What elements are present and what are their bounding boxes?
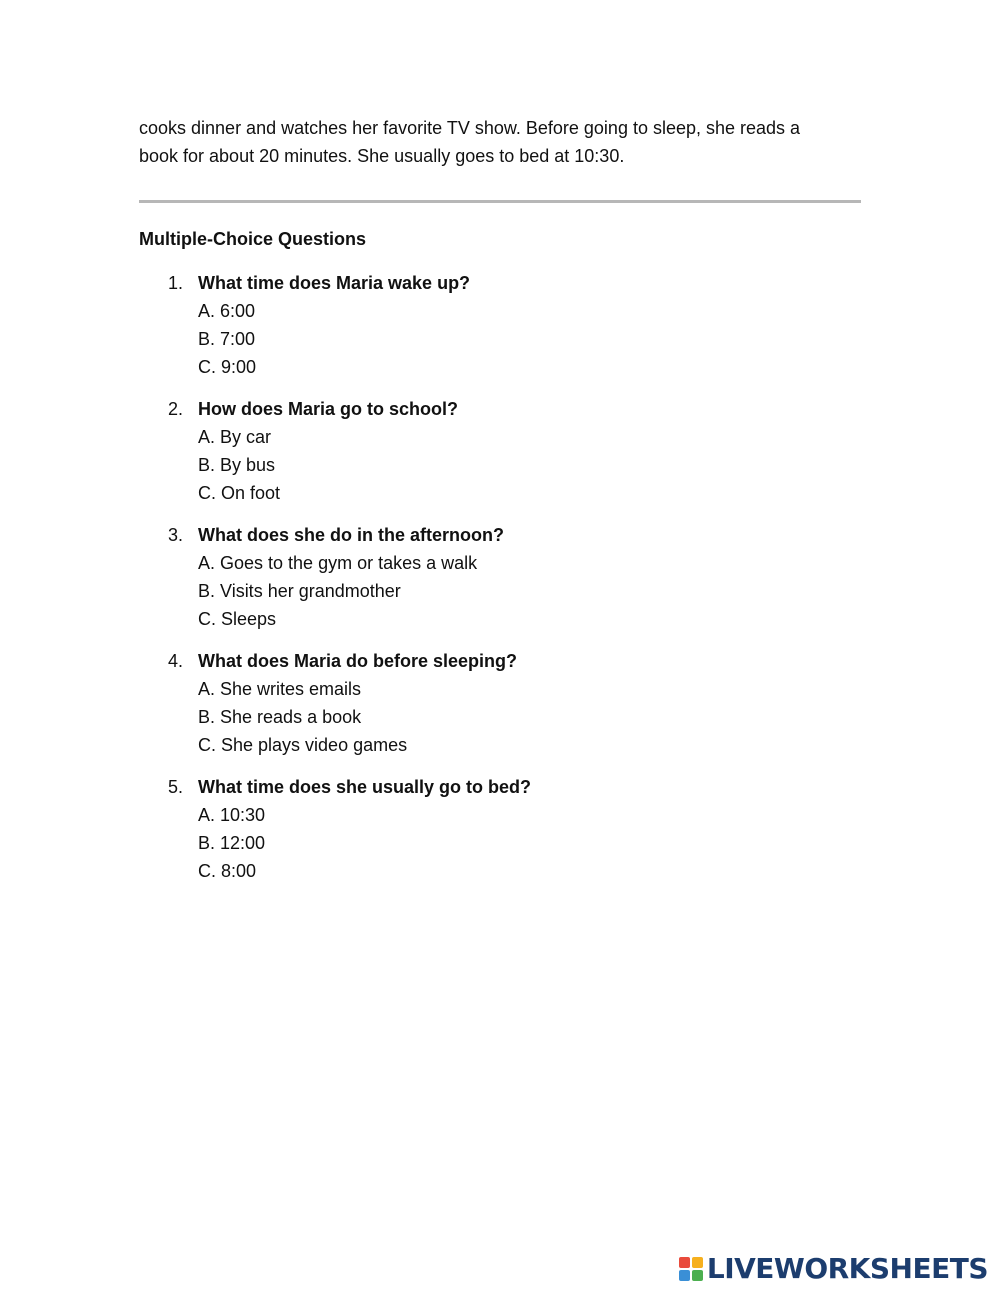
question-number: 1. bbox=[168, 273, 184, 293]
question-number: 4. bbox=[168, 651, 184, 671]
option-c[interactable]: C. 8:00 bbox=[198, 861, 257, 881]
question-3 bbox=[139, 521, 861, 633]
question-2 bbox=[139, 395, 861, 507]
intro-paragraph bbox=[139, 114, 861, 170]
intro-line-1: cooks dinner and watches her favorite TV show. Before going to sleep, she reads a bbox=[139, 118, 801, 138]
option-c[interactable]: C. Sleeps bbox=[198, 609, 277, 629]
option-a[interactable]: A. Goes to the gym or takes a walk bbox=[198, 553, 478, 573]
logo-tiles-icon bbox=[679, 1257, 703, 1281]
question-text: What does she do in the afternoon? bbox=[198, 525, 504, 545]
question-1 bbox=[139, 269, 861, 381]
question-text: What does Maria do before sleeping? bbox=[198, 651, 518, 671]
option-c[interactable]: C. She plays video games bbox=[198, 735, 408, 755]
question-number: 2. bbox=[168, 399, 184, 419]
option-a[interactable]: A. She writes emails bbox=[198, 679, 362, 699]
section-title: Multiple-Choice Questions bbox=[139, 229, 367, 249]
option-c[interactable]: C. On foot bbox=[198, 483, 281, 503]
logo-tile-yellow bbox=[692, 1257, 703, 1268]
question-number: 3. bbox=[168, 525, 184, 545]
question-list bbox=[139, 269, 861, 885]
logo-tile-green bbox=[692, 1270, 703, 1281]
question-text: How does Maria go to school? bbox=[198, 399, 459, 419]
option-a[interactable]: A. By car bbox=[198, 427, 272, 447]
option-a[interactable]: A. 6:00 bbox=[198, 301, 256, 321]
logo-tile-blue bbox=[679, 1270, 690, 1281]
question-5 bbox=[139, 773, 861, 885]
question-4 bbox=[139, 647, 861, 759]
option-a[interactable]: A. 10:30 bbox=[198, 805, 266, 825]
option-b[interactable]: B. 7:00 bbox=[198, 329, 256, 349]
liveworksheets-logo[interactable] bbox=[679, 1253, 988, 1285]
question-text: What time does she usually go to bed? bbox=[198, 777, 532, 797]
option-b[interactable]: B. 12:00 bbox=[198, 833, 266, 853]
question-text: What time does Maria wake up? bbox=[198, 273, 471, 293]
option-b[interactable]: B. Visits her grandmother bbox=[198, 581, 401, 601]
worksheet-page bbox=[139, 114, 861, 899]
logo-tile-red bbox=[679, 1257, 690, 1268]
horizontal-divider bbox=[139, 200, 861, 203]
option-b[interactable]: B. By bus bbox=[198, 455, 276, 475]
question-number: 5. bbox=[168, 777, 184, 797]
logo-text: LIVEWORKSHEETS bbox=[706, 1252, 988, 1285]
option-c[interactable]: C. 9:00 bbox=[198, 357, 257, 377]
option-b[interactable]: B. She reads a book bbox=[198, 707, 362, 727]
intro-line-2: book for about 20 minutes. She usually goes to bed at 10:30. bbox=[139, 146, 625, 166]
